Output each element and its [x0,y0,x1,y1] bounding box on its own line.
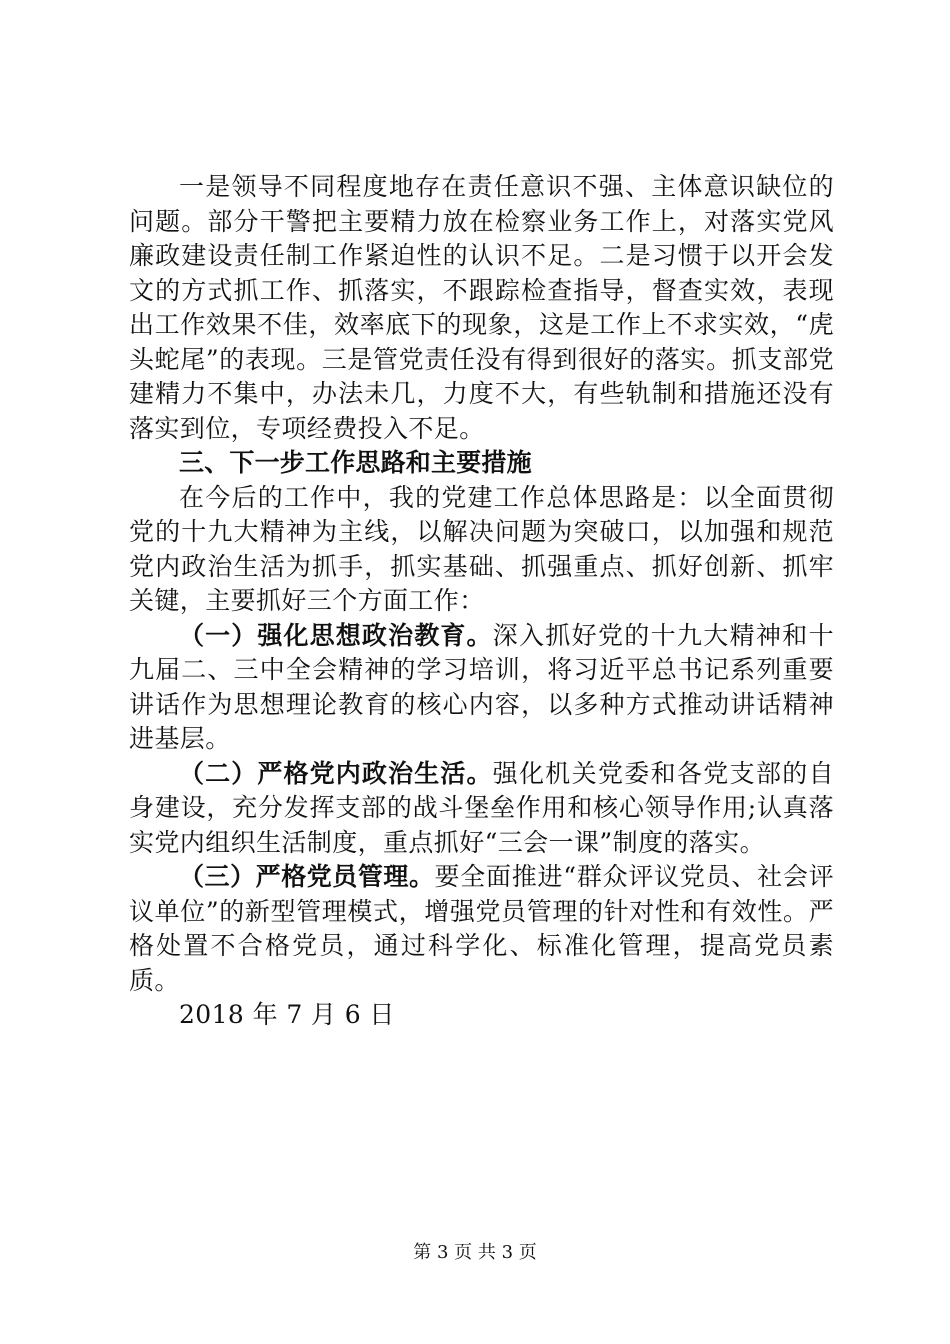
item-lead-ideological-education: （一）强化思想政治教育。 [179,620,493,650]
paragraph-problems: 一是领导不同程度地存在责任意识不强、主体意识缺位的问题。部分干警把主要精力放在检察业务工作上，对落实党风廉政建设责任制工作紧迫性的认识不足。二是习惯于以开会发文的方式抓工作、抓落实，不跟踪检查指导，督查实效，表现出工作效果不佳，效率底下的现象，这是工作上不求实效，“虎头蛇尾”的表现。三是管党责任没有得到很好的落实。抓支部党建精力不集中，办法未几，力度不大，有些轨制和措施还没有落实到位，专项经费投入不足。 [129,172,834,443]
item-body-party-political-life: 强化机关党委和各党支部的自身建设，充分发挥支部的战斗堡垒作用和核心领导作用;认真落实党内组织生活制度，重点抓好“三会一课”制度的落实。 [129,758,835,857]
item-body-member-management: 要全面推进“群众评议党员、社会评议单位”的新型管理模式，增强党员管理的针对性和有效性。严格处置不合格党员，通过科学化、标准化管理，提高党员素质。 [129,862,834,995]
list-item-member-management [129,860,834,998]
item-body-ideological-education: 深入抓好党的十九大精神和十九届二、三中全会精神的学习培训，将习近平总书记系列重要讲话作为思想理论教育的核心内容，以多种方式推动讲话精神进基层。 [129,620,835,753]
list-item-ideological-education [129,619,834,757]
page-footer [0,1242,950,1264]
list-item-party-political-life [129,757,834,861]
item-lead-party-political-life: （二）严格党内政治生活。 [179,758,493,788]
paragraph-overall-approach: 在今后的工作中，我的党建工作总体思路是：以全面贯彻党的十九大精神为主线，以解决问题为突破口，以加强和规范党内政治生活为抓手，抓实基础、抓强重点、抓好创新、抓牢关键，主要抓好三个方面工作： [129,482,834,615]
item-lead-member-management: （三）严格党员管理。 [179,862,435,891]
page-number-indicator: 第 3 页 共 3 页 [413,1242,537,1263]
document-date: 2018 年 7 月 6 日 [179,1000,395,1029]
document-body [129,170,834,1033]
section-heading-next-steps: 三、下一步工作思路和主要措施 [179,448,532,477]
